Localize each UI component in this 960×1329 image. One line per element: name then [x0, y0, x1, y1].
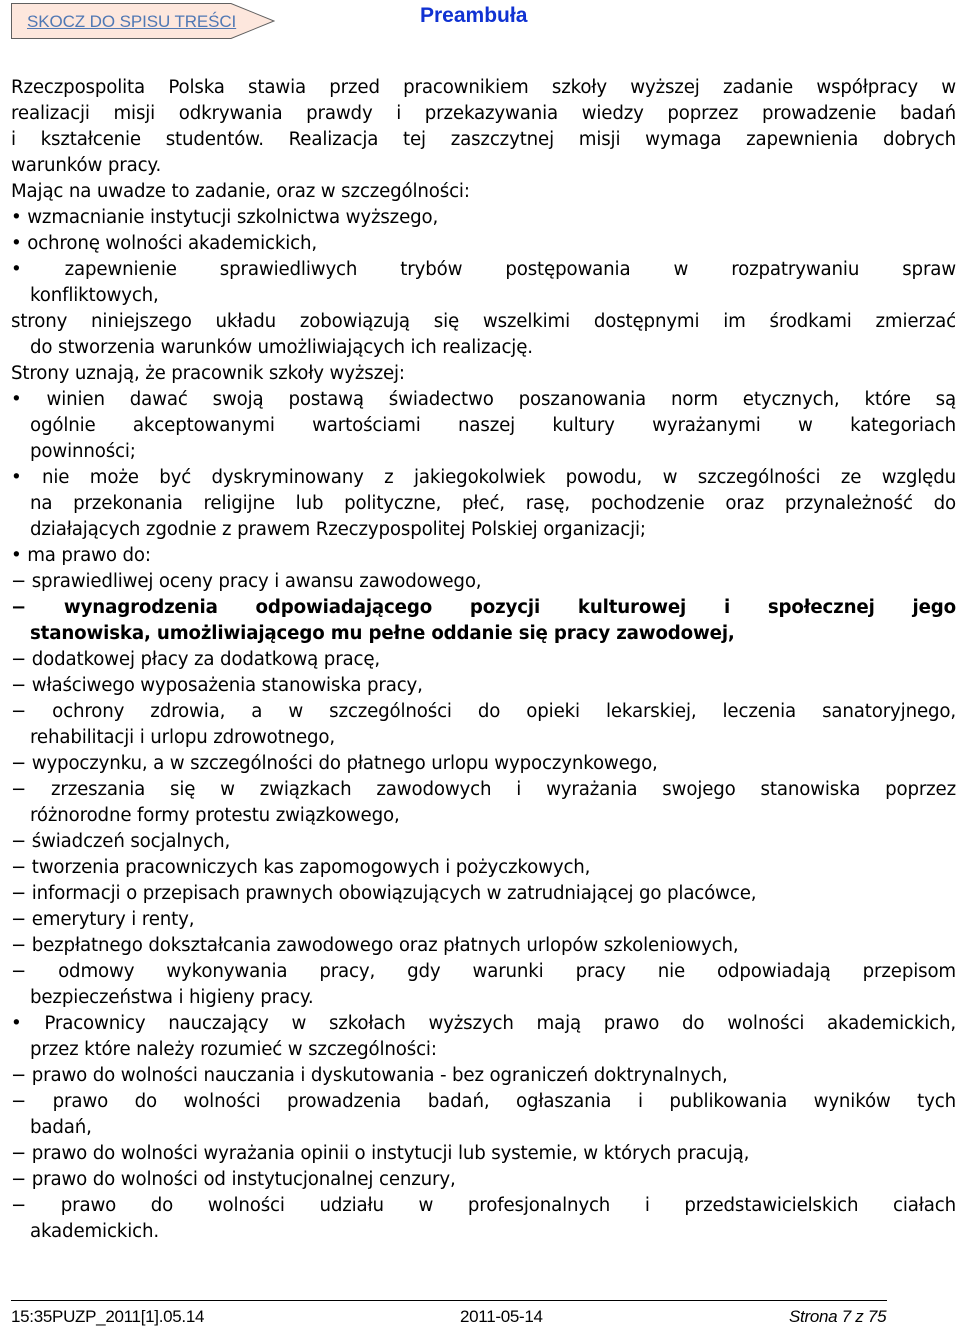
footer-divider: [11, 1300, 887, 1301]
dash-item: − ochrony zdrowia, a w szczególności do opieki lekarskiej, leczenia sanatoryjnego,: [11, 701, 956, 722]
text-line: i kształcenie studentów. Realizacja tej zaszczytnej misji wymaga zapewnienia dobrych: [11, 129, 956, 150]
skip-link-label: SKOCZ DO SPISU TREŚCI: [27, 12, 237, 31]
text-line: warunków pracy.: [11, 155, 162, 176]
dash-item: − właściwego wyposażenia stanowiska pracy,: [11, 675, 423, 696]
dash-item: − odmowy wykonywania pracy, gdy warunki pracy nie odpowiadają przepisom: [11, 961, 956, 982]
dash-item: − informacji o przepisach prawnych obowiązujących w zatrudniającej go placówce,: [11, 883, 757, 904]
text-line: realizacji misji odkrywania prawdy i przekazywania wiedzy poprzez prowadzenie badań: [11, 103, 956, 124]
text-line: bezpieczeństwa i higieny pracy.: [30, 987, 314, 1008]
text-line: przez które należy rozumieć w szczególności:: [30, 1039, 437, 1060]
text-line: na przekonania religijne lub polityczne, płeć, rasę, pochodzenie oraz przynależność do: [30, 493, 956, 514]
dash-item: − prawo do wolności wyrażania opinii o instytucji lub systemie, w których pracują,: [11, 1143, 750, 1164]
bullet-item: • wzmacnianie instytucji szkolnictwa wyższego,: [11, 207, 439, 228]
dash-item: − prawo do wolności od instytucjonalnej cenzury,: [11, 1169, 456, 1190]
bullet-item: • nie może być dyskryminowany z jakiegokolwiek powodu, w szczególności ze względu: [11, 467, 956, 488]
footer-page-number: Strona 7 z 75: [789, 1307, 887, 1326]
text-line: działających zgodnie z prawem Rzeczypospolitej Polskiej organizacji;: [30, 519, 646, 540]
dash-item: − bezpłatnego dokształcania zawodowego oraz płatnych urlopów szkoleniowych,: [11, 935, 739, 956]
dash-item: − świadczeń socjalnych,: [11, 831, 231, 852]
document-body: [11, 75, 956, 1245]
text-line: różnorodne formy protestu związkowego,: [30, 805, 400, 826]
text-line: konfliktowych,: [30, 285, 159, 306]
dash-item: − sprawiedliwej oceny pracy i awansu zawodowego,: [11, 571, 482, 592]
text-line: Rzeczpospolita Polska stawia przed pracownikiem szkoły wyższej zadanie współpracy w: [11, 77, 956, 98]
page-title: Preambuła: [420, 4, 528, 27]
bullet-item: • ochronę wolności akademickich,: [11, 233, 317, 254]
text-line: badań,: [30, 1117, 92, 1138]
text-line: Strony uznają, że pracownik szkoły wyższej:: [11, 363, 405, 384]
text-line: powinności;: [30, 441, 136, 462]
bullet-item: • Pracownicy nauczający w szkołach wyższych mają prawo do wolności akademickich,: [11, 1013, 956, 1034]
bullet-item: • winien dawać swoją postawą świadectwo poszanowania norm etycznych, które są: [11, 389, 956, 410]
text-line: ogólnie akceptowanymi wartościami naszej kultury wyrażanymi w kategoriach: [30, 415, 956, 436]
skip-to-toc-link[interactable]: [11, 3, 275, 39]
footer-document-id: 15:35PUZP_2011[1].05.14: [11, 1307, 205, 1326]
text-line: do stworzenia warunków umożliwiających ich realizację.: [30, 337, 533, 358]
text-line: akademickich.: [30, 1221, 159, 1242]
text-line-bold: stanowiska, umożliwiającego mu pełne oddanie się pracy zawodowej,: [30, 623, 735, 644]
dash-item: − zrzeszania się w związkach zawodowych i wyrażania swojego stanowiska poprzez: [11, 779, 956, 800]
dash-item: − prawo do wolności udziału w profesjonalnych i przedstawicielskich ciałach: [11, 1195, 956, 1216]
text-line: rehabilitacji i urlopu zdrowotnego,: [30, 727, 336, 748]
dash-item: − dodatkowej płacy za dodatkową pracę,: [11, 649, 381, 670]
dash-item-bold: − wynagrodzenia odpowiadającego pozycji kulturowej i społecznej jego: [11, 597, 956, 618]
dash-item: − wypoczynku, a w szczególności do płatnego urlopu wypoczynkowego,: [11, 753, 658, 774]
dash-item: − tworzenia pracowniczych kas zapomogowych i pożyczkowych,: [11, 857, 591, 878]
dash-item: − emerytury i renty,: [11, 909, 195, 930]
dash-item: − prawo do wolności prowadzenia badań, ogłaszania i publikowania wyników tych: [11, 1091, 956, 1112]
bullet-item: • zapewnienie sprawiedliwych trybów postępowania w rozpatrywaniu spraw: [11, 259, 956, 280]
text-line: strony niniejszego układu zobowiązują się wszelkimi dostępnymi im środkami zmierzać: [11, 311, 956, 332]
dash-item: − prawo do wolności nauczania i dyskutowania - bez ograniczeń doktrynalnych,: [11, 1065, 728, 1086]
text-line: Mając na uwadze to zadanie, oraz w szczególności:: [11, 181, 470, 202]
footer-date: 2011-05-14: [460, 1307, 543, 1326]
bullet-item: • ma prawo do:: [11, 545, 151, 566]
